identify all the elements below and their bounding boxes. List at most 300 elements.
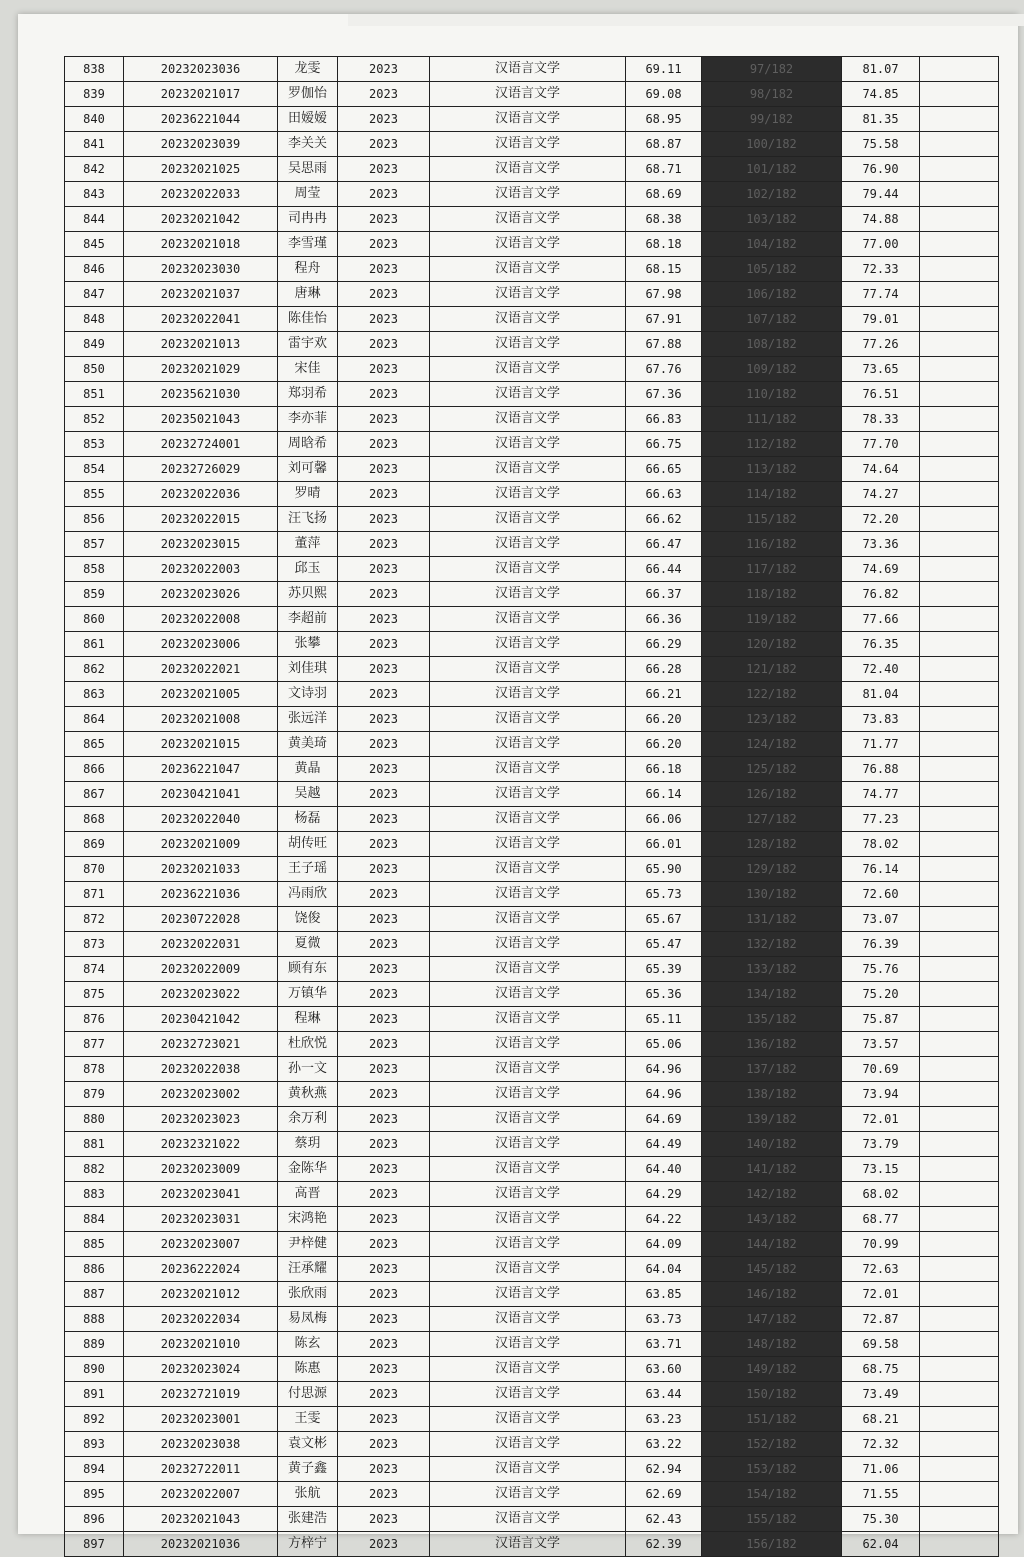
table-body [65,57,999,1557]
rank-cell: 104/182 [702,232,842,257]
table-row [65,257,999,282]
total-score-cell: 76.88 [842,757,920,782]
student-id-cell: 20230421042 [124,1007,278,1032]
row-index-cell: 887 [65,1282,124,1307]
student-id-cell: 20236221047 [124,757,278,782]
enroll-year-cell: 2023 [338,1032,430,1057]
rank-cell: 137/182 [702,1057,842,1082]
row-index-cell: 843 [65,182,124,207]
score-cell: 67.76 [626,357,702,382]
total-score-cell: 73.49 [842,1382,920,1407]
rank-cell: 142/182 [702,1182,842,1207]
enroll-year-cell: 2023 [338,907,430,932]
student-id-cell: 20232023026 [124,582,278,607]
score-cell: 65.36 [626,982,702,1007]
enroll-year-cell: 2023 [338,1057,430,1082]
blank-cell [920,882,999,907]
rank-cell: 127/182 [702,807,842,832]
student-name-cell: 顾有东 [278,957,338,982]
student-id-cell: 20232022008 [124,607,278,632]
rank-cell: 131/182 [702,907,842,932]
table-row [65,957,999,982]
table-row [65,582,999,607]
student-id-cell: 20232021008 [124,707,278,732]
row-index-cell: 877 [65,1032,124,1057]
student-id-cell: 20232021043 [124,1507,278,1532]
total-score-cell: 75.76 [842,957,920,982]
score-cell: 68.95 [626,107,702,132]
rank-cell: 124/182 [702,732,842,757]
enroll-year-cell: 2023 [338,982,430,1007]
rank-cell: 149/182 [702,1357,842,1382]
major-cell: 汉语言文学 [430,1357,626,1382]
rank-cell: 116/182 [702,532,842,557]
total-score-cell: 68.21 [842,1407,920,1432]
student-id-cell: 20232021009 [124,832,278,857]
student-name-cell: 汪承耀 [278,1257,338,1282]
row-index-cell: 881 [65,1132,124,1157]
rank-cell: 107/182 [702,307,842,332]
total-score-cell: 72.01 [842,1282,920,1307]
major-cell: 汉语言文学 [430,1207,626,1232]
major-cell: 汉语言文学 [430,982,626,1007]
enroll-year-cell: 2023 [338,1282,430,1307]
table-row [65,1407,999,1432]
student-name-cell: 罗晴 [278,482,338,507]
enroll-year-cell: 2023 [338,1182,430,1207]
total-score-cell: 81.04 [842,682,920,707]
total-score-cell: 75.20 [842,982,920,1007]
row-index-cell: 871 [65,882,124,907]
total-score-cell: 73.57 [842,1032,920,1057]
score-cell: 65.39 [626,957,702,982]
rank-cell: 109/182 [702,357,842,382]
table-row [65,782,999,807]
score-cell: 64.22 [626,1207,702,1232]
enroll-year-cell: 2023 [338,1232,430,1257]
rank-cell: 129/182 [702,857,842,882]
student-id-cell: 20230722028 [124,907,278,932]
row-index-cell: 844 [65,207,124,232]
row-index-cell: 851 [65,382,124,407]
table-row [65,1432,999,1457]
blank-cell [920,157,999,182]
rank-cell: 153/182 [702,1457,842,1482]
score-cell: 66.01 [626,832,702,857]
table-row [65,1457,999,1482]
score-cell: 63.71 [626,1332,702,1357]
table-row [65,732,999,757]
score-cell: 63.60 [626,1357,702,1382]
table-row [65,207,999,232]
student-name-cell: 杨磊 [278,807,338,832]
score-cell: 66.20 [626,732,702,757]
total-score-cell: 74.88 [842,207,920,232]
total-score-cell: 75.87 [842,1007,920,1032]
blank-cell [920,1332,999,1357]
student-id-cell: 20232724001 [124,432,278,457]
table-row [65,1532,999,1557]
score-cell: 65.11 [626,1007,702,1032]
row-index-cell: 893 [65,1432,124,1457]
row-index-cell: 860 [65,607,124,632]
student-id-cell: 20232721019 [124,1382,278,1407]
major-cell: 汉语言文学 [430,132,626,157]
rank-cell: 111/182 [702,407,842,432]
table-row [65,357,999,382]
rank-cell: 117/182 [702,557,842,582]
table-row [65,1232,999,1257]
major-cell: 汉语言文学 [430,1507,626,1532]
table-row [65,407,999,432]
major-cell: 汉语言文学 [430,532,626,557]
score-cell: 64.04 [626,1257,702,1282]
total-score-cell: 73.07 [842,907,920,932]
score-cell: 66.29 [626,632,702,657]
student-name-cell: 黄子鑫 [278,1457,338,1482]
rank-cell: 139/182 [702,1107,842,1132]
rank-cell: 125/182 [702,757,842,782]
blank-cell [920,132,999,157]
student-id-cell: 20232021012 [124,1282,278,1307]
score-cell: 62.69 [626,1482,702,1507]
row-index-cell: 894 [65,1457,124,1482]
total-score-cell: 71.06 [842,1457,920,1482]
rank-cell: 143/182 [702,1207,842,1232]
total-score-cell: 72.01 [842,1107,920,1132]
student-id-cell: 20232023036 [124,57,278,82]
student-name-cell: 方梓宁 [278,1532,338,1557]
table-row [65,1132,999,1157]
blank-cell [920,1457,999,1482]
score-cell: 63.73 [626,1307,702,1332]
enroll-year-cell: 2023 [338,957,430,982]
enroll-year-cell: 2023 [338,1407,430,1432]
blank-cell [920,407,999,432]
student-id-cell: 20232023038 [124,1432,278,1457]
row-index-cell: 842 [65,157,124,182]
total-score-cell: 75.30 [842,1507,920,1532]
row-index-cell: 873 [65,932,124,957]
row-index-cell: 890 [65,1357,124,1382]
student-name-cell: 杜欣悦 [278,1032,338,1057]
major-cell: 汉语言文学 [430,1307,626,1332]
major-cell: 汉语言文学 [430,1182,626,1207]
row-index-cell: 864 [65,707,124,732]
table-row [65,557,999,582]
table-row [65,1182,999,1207]
enroll-year-cell: 2023 [338,82,430,107]
table-row [65,432,999,457]
enroll-year-cell: 2023 [338,257,430,282]
row-index-cell: 861 [65,632,124,657]
major-cell: 汉语言文学 [430,482,626,507]
blank-cell [920,507,999,532]
blank-cell [920,732,999,757]
row-index-cell: 839 [65,82,124,107]
score-cell: 68.38 [626,207,702,232]
rank-cell: 97/182 [702,57,842,82]
score-cell: 66.75 [626,432,702,457]
table-row [65,107,999,132]
total-score-cell: 74.27 [842,482,920,507]
total-score-cell: 76.51 [842,382,920,407]
enroll-year-cell: 2023 [338,457,430,482]
student-name-cell: 龙雯 [278,57,338,82]
student-id-cell: 20232021033 [124,857,278,882]
score-cell: 66.21 [626,682,702,707]
enroll-year-cell: 2023 [338,1132,430,1157]
table-row [65,932,999,957]
student-id-cell: 20232023022 [124,982,278,1007]
student-name-cell: 司冉冉 [278,207,338,232]
student-name-cell: 王子瑶 [278,857,338,882]
score-cell: 63.44 [626,1382,702,1407]
blank-cell [920,682,999,707]
score-cell: 64.09 [626,1232,702,1257]
rank-cell: 113/182 [702,457,842,482]
row-index-cell: 841 [65,132,124,157]
total-score-cell: 77.66 [842,607,920,632]
enroll-year-cell: 2023 [338,432,430,457]
score-cell: 64.69 [626,1107,702,1132]
row-index-cell: 885 [65,1232,124,1257]
student-id-cell: 20232022003 [124,557,278,582]
rank-cell: 151/182 [702,1407,842,1432]
score-cell: 66.14 [626,782,702,807]
major-cell: 汉语言文学 [430,657,626,682]
total-score-cell: 76.35 [842,632,920,657]
major-cell: 汉语言文学 [430,432,626,457]
total-score-cell: 77.26 [842,332,920,357]
blank-cell [920,1157,999,1182]
blank-cell [920,1082,999,1107]
student-name-cell: 蔡玥 [278,1132,338,1157]
student-name-cell: 李关关 [278,132,338,157]
student-id-cell: 20232023006 [124,632,278,657]
major-cell: 汉语言文学 [430,507,626,532]
row-index-cell: 865 [65,732,124,757]
table-row [65,607,999,632]
total-score-cell: 81.35 [842,107,920,132]
total-score-cell: 68.75 [842,1357,920,1382]
table-row [65,382,999,407]
major-cell: 汉语言文学 [430,932,626,957]
score-cell: 66.18 [626,757,702,782]
enroll-year-cell: 2023 [338,1157,430,1182]
enroll-year-cell: 2023 [338,507,430,532]
row-index-cell: 869 [65,832,124,857]
score-cell: 62.43 [626,1507,702,1532]
row-index-cell: 870 [65,857,124,882]
blank-cell [920,1382,999,1407]
blank-cell [920,432,999,457]
row-index-cell: 859 [65,582,124,607]
rank-cell: 154/182 [702,1482,842,1507]
rank-cell: 136/182 [702,1032,842,1057]
major-cell: 汉语言文学 [430,1032,626,1057]
student-name-cell: 饶俊 [278,907,338,932]
row-index-cell: 891 [65,1382,124,1407]
enroll-year-cell: 2023 [338,1332,430,1357]
enroll-year-cell: 2023 [338,1307,430,1332]
total-score-cell: 76.39 [842,932,920,957]
total-score-cell: 72.33 [842,257,920,282]
score-cell: 66.28 [626,657,702,682]
total-score-cell: 74.69 [842,557,920,582]
table-row [65,132,999,157]
row-index-cell: 857 [65,532,124,557]
row-index-cell: 867 [65,782,124,807]
major-cell: 汉语言文学 [430,332,626,357]
total-score-cell: 76.82 [842,582,920,607]
student-id-cell: 20232021015 [124,732,278,757]
rank-cell: 130/182 [702,882,842,907]
total-score-cell: 72.63 [842,1257,920,1282]
major-cell: 汉语言文学 [430,607,626,632]
score-cell: 66.06 [626,807,702,832]
rank-cell: 105/182 [702,257,842,282]
student-id-cell: 20232021018 [124,232,278,257]
student-name-cell: 王雯 [278,1407,338,1432]
student-id-cell: 20232726029 [124,457,278,482]
row-index-cell: 862 [65,657,124,682]
student-id-cell: 20232022036 [124,482,278,507]
major-cell: 汉语言文学 [430,582,626,607]
blank-cell [920,832,999,857]
student-id-cell: 20232023023 [124,1107,278,1132]
blank-cell [920,82,999,107]
row-index-cell: 884 [65,1207,124,1232]
total-score-cell: 74.64 [842,457,920,482]
rank-cell: 135/182 [702,1007,842,1032]
table-row [65,282,999,307]
student-id-cell: 20232023007 [124,1232,278,1257]
student-name-cell: 雷宇欢 [278,332,338,357]
student-id-cell: 20230421041 [124,782,278,807]
table-row [65,1007,999,1032]
rank-cell: 106/182 [702,282,842,307]
row-index-cell: 875 [65,982,124,1007]
enroll-year-cell: 2023 [338,1507,430,1532]
total-score-cell: 74.85 [842,82,920,107]
enroll-year-cell: 2023 [338,707,430,732]
table-row [65,1482,999,1507]
row-index-cell: 892 [65,1407,124,1432]
blank-cell [920,1282,999,1307]
student-name-cell: 李雪瑾 [278,232,338,257]
score-cell: 64.49 [626,1132,702,1157]
table-row [65,307,999,332]
score-cell: 64.96 [626,1082,702,1107]
student-name-cell: 胡传旺 [278,832,338,857]
total-score-cell: 73.94 [842,1082,920,1107]
enroll-year-cell: 2023 [338,107,430,132]
student-id-cell: 20232023030 [124,257,278,282]
major-cell: 汉语言文学 [430,157,626,182]
enroll-year-cell: 2023 [338,657,430,682]
total-score-cell: 77.00 [842,232,920,257]
rank-cell: 146/182 [702,1282,842,1307]
row-index-cell: 883 [65,1182,124,1207]
enroll-year-cell: 2023 [338,1082,430,1107]
student-name-cell: 刘可馨 [278,457,338,482]
major-cell: 汉语言文学 [430,457,626,482]
row-index-cell: 858 [65,557,124,582]
enroll-year-cell: 2023 [338,207,430,232]
blank-cell [920,332,999,357]
row-index-cell: 868 [65,807,124,832]
major-cell: 汉语言文学 [430,207,626,232]
score-cell: 67.91 [626,307,702,332]
total-score-cell: 73.79 [842,1132,920,1157]
student-id-cell: 20232023039 [124,132,278,157]
score-cell: 64.40 [626,1157,702,1182]
major-cell: 汉语言文学 [430,807,626,832]
student-id-cell: 20232321022 [124,1132,278,1157]
total-score-cell: 70.69 [842,1057,920,1082]
table-row [65,507,999,532]
major-cell: 汉语言文学 [430,1007,626,1032]
enroll-year-cell: 2023 [338,1432,430,1457]
total-score-cell: 71.77 [842,732,920,757]
table-row [65,232,999,257]
blank-cell [920,207,999,232]
major-cell: 汉语言文学 [430,757,626,782]
student-id-cell: 20235021043 [124,407,278,432]
blank-cell [920,1482,999,1507]
blank-cell [920,857,999,882]
student-name-cell: 周莹 [278,182,338,207]
blank-cell [920,1032,999,1057]
score-cell: 66.36 [626,607,702,632]
total-score-cell: 73.65 [842,357,920,382]
student-name-cell: 宋佳 [278,357,338,382]
blank-cell [920,357,999,382]
table-row [65,532,999,557]
blank-cell [920,182,999,207]
student-name-cell: 李亦菲 [278,407,338,432]
blank-cell [920,257,999,282]
blank-cell [920,982,999,1007]
table-row [65,82,999,107]
student-id-cell: 20235621030 [124,382,278,407]
rank-cell: 152/182 [702,1432,842,1457]
rank-cell: 155/182 [702,1507,842,1532]
blank-cell [920,107,999,132]
score-cell: 68.15 [626,257,702,282]
rank-cell: 132/182 [702,932,842,957]
student-name-cell: 金陈华 [278,1157,338,1182]
student-name-cell: 尹梓健 [278,1232,338,1257]
major-cell: 汉语言文学 [430,1382,626,1407]
score-cell: 64.29 [626,1182,702,1207]
student-id-cell: 20236221036 [124,882,278,907]
score-cell: 69.08 [626,82,702,107]
student-id-cell: 20232023002 [124,1082,278,1107]
student-name-cell: 宋鸿艳 [278,1207,338,1232]
score-cell: 62.94 [626,1457,702,1482]
blank-cell [920,932,999,957]
enroll-year-cell: 2023 [338,732,430,757]
rank-cell: 101/182 [702,157,842,182]
student-id-cell: 20232022041 [124,307,278,332]
major-cell: 汉语言文学 [430,1332,626,1357]
total-score-cell: 77.23 [842,807,920,832]
major-cell: 汉语言文学 [430,282,626,307]
major-cell: 汉语言文学 [430,57,626,82]
rank-cell: 156/182 [702,1532,842,1557]
